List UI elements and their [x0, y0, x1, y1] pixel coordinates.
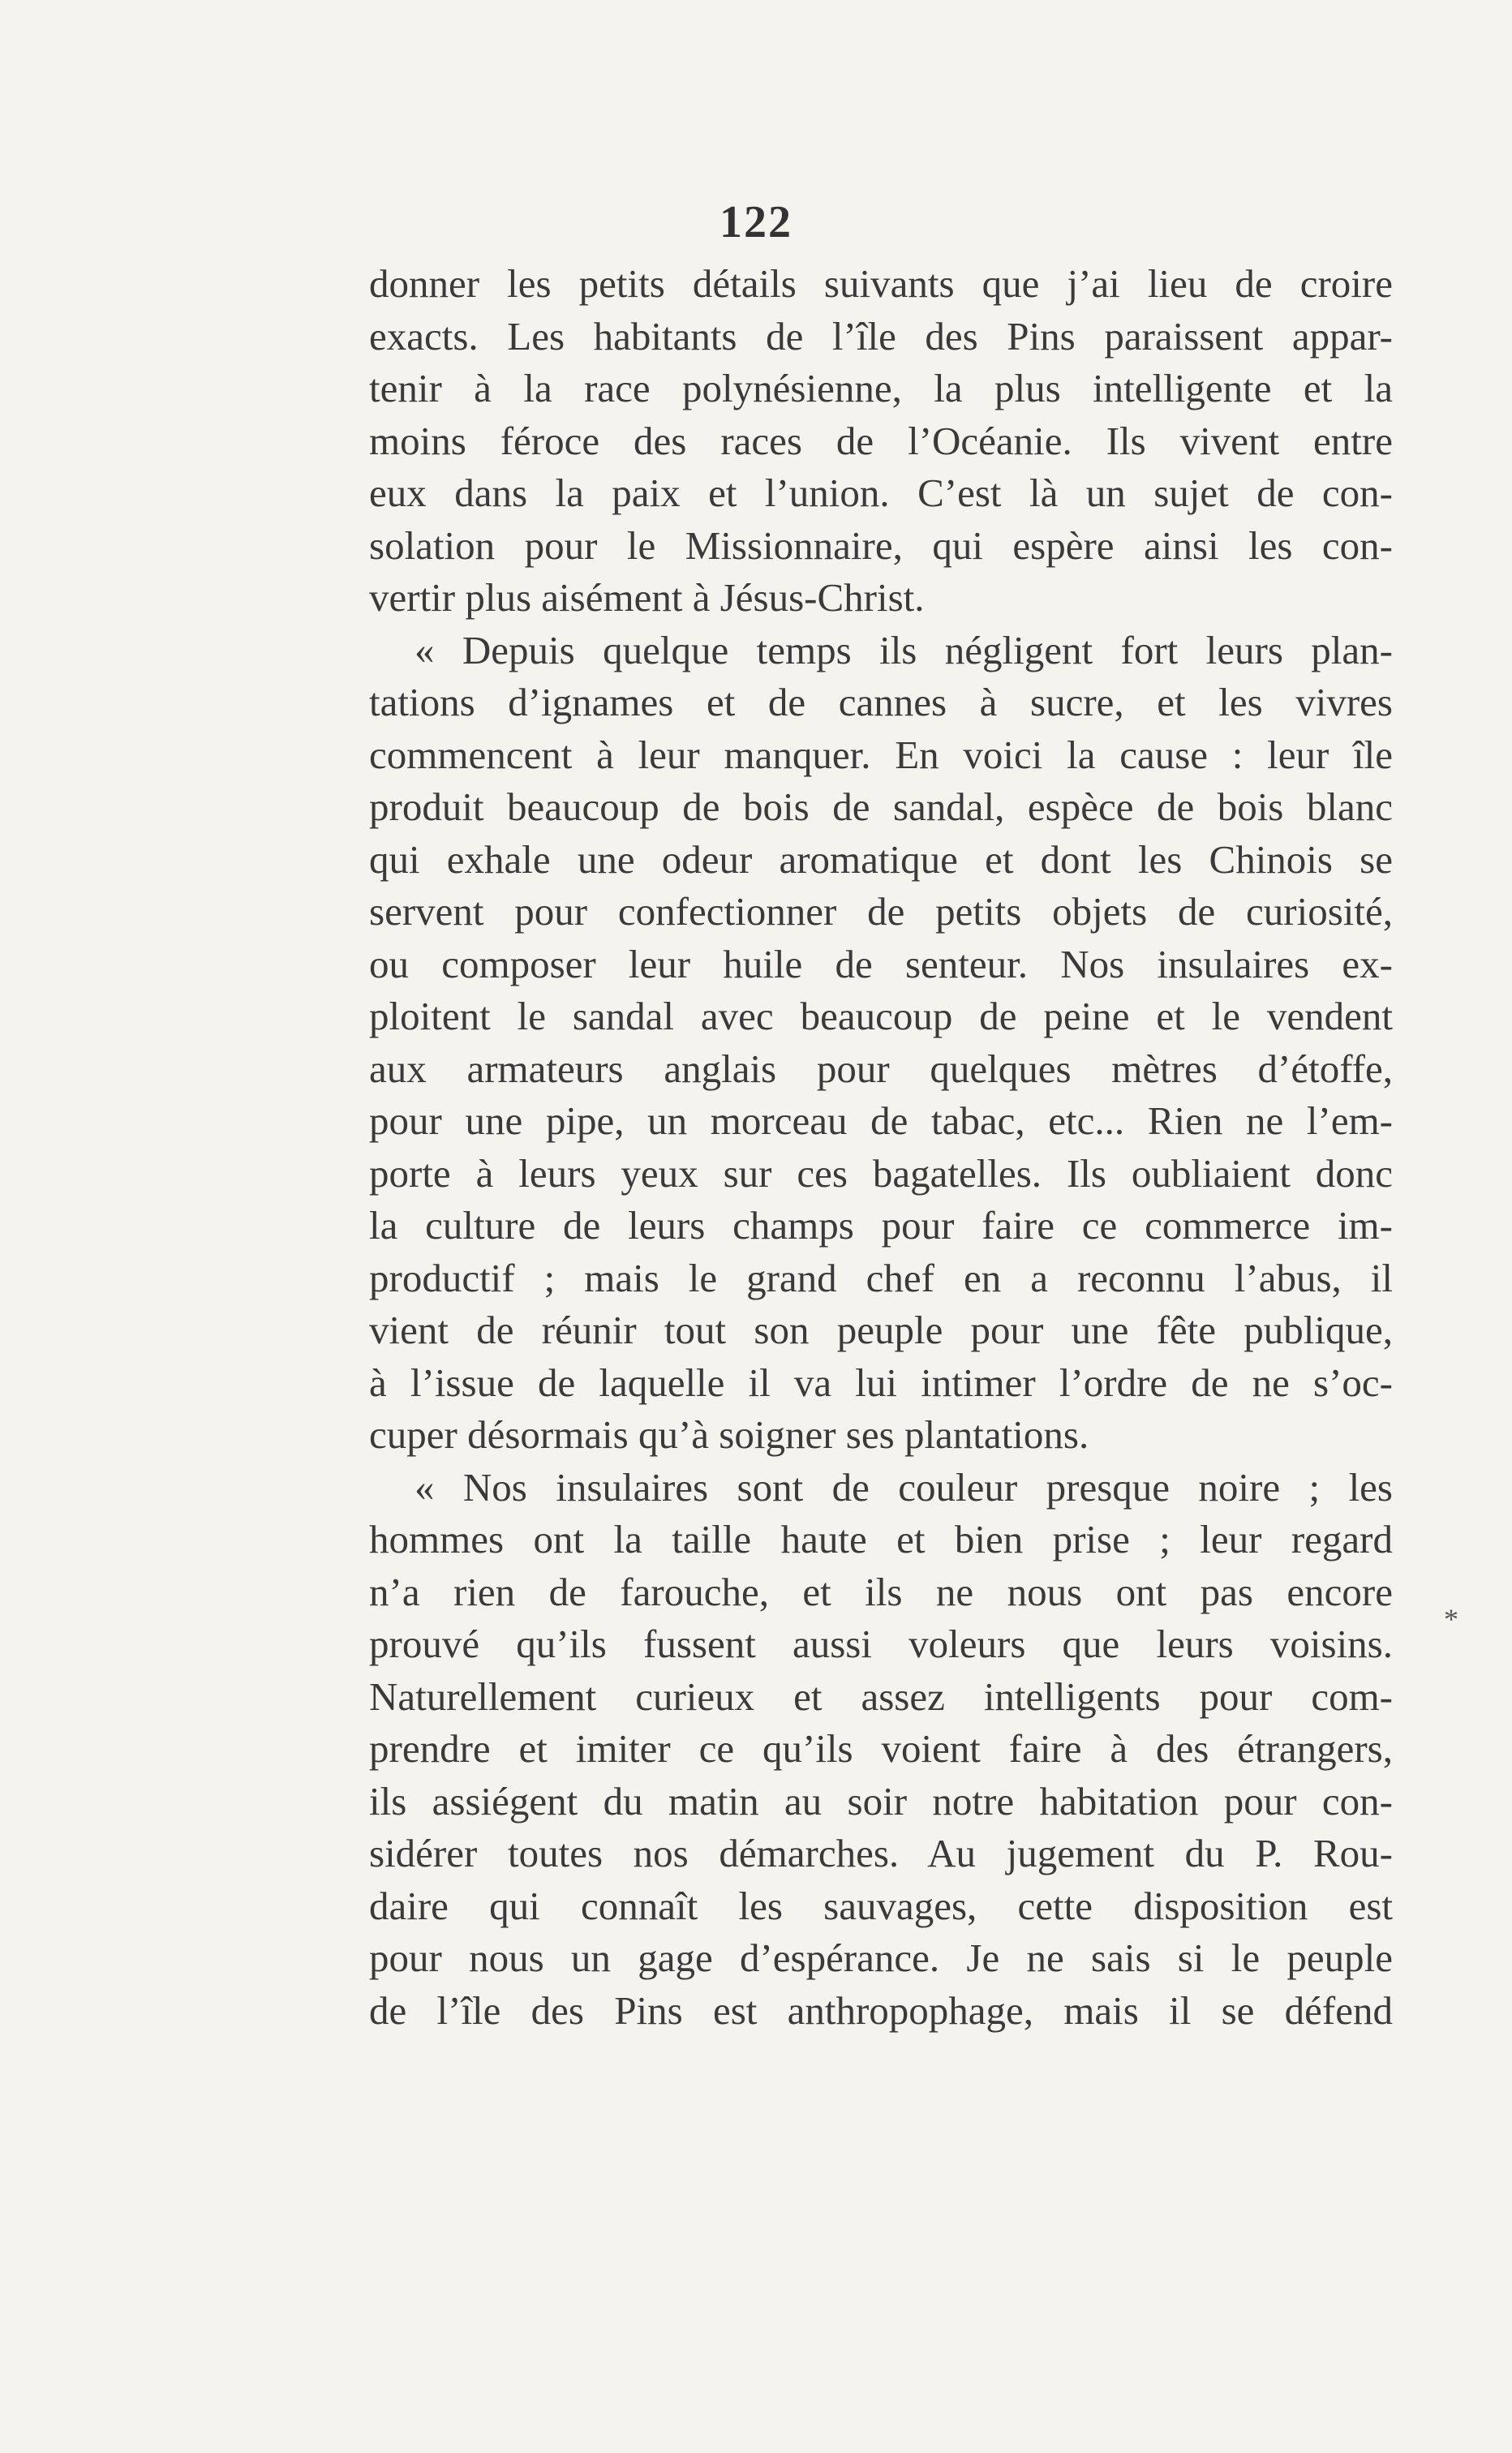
text-line: cuper désormais qu’à soigner ses plantations.	[369, 1412, 1089, 1457]
margin-mark: *	[1444, 1603, 1458, 1635]
page-number: 122	[719, 197, 793, 247]
text-line: solation pour le Missionnaire, qui espère ainsi les con-	[369, 522, 1393, 568]
text-line: n’a rien de farouche, et ils ne nous ont pas encore	[369, 1569, 1393, 1614]
text-line: moins féroce des races de l’Océanie. Ils vivent entre	[369, 418, 1393, 463]
text-line: prouvé qu’ils fussent aussi voleurs que leurs voisins.	[369, 1622, 1393, 1666]
text-line: hommes ont la taille haute et bien prise ; leur regard	[369, 1517, 1393, 1562]
text-line: ploitent le sandal avec beaucoup de peine et le vendent	[369, 994, 1393, 1038]
text-line: la culture de leurs champs pour faire ce commerce im-	[369, 1203, 1393, 1248]
text-line: ou composer leur huile de senteur. Nos insulaires ex-	[369, 941, 1393, 986]
text-line: pour une pipe, un morceau de tabac, etc... Rien ne l’em-	[369, 1098, 1393, 1143]
text-line: exacts. Les habitants de l’île des Pins paraissent appar-	[369, 313, 1393, 359]
text-line: Naturellement curieux et assez intelligents pour com-	[369, 1673, 1393, 1719]
text-line: qui exhale une odeur aromatique et dont les Chinois se	[369, 836, 1393, 882]
text-line: tenir à la race polynésienne, la plus intelligente et la	[369, 366, 1393, 410]
text-line: vertir plus aisément à Jésus-Christ.	[369, 575, 925, 620]
text-line: sidérer toutes nos démarches. Au jugement du P. Rou-	[369, 1831, 1393, 1875]
text-line: productif ; mais le grand chef en a reconnu l’abus, il	[369, 1255, 1393, 1300]
text-line: ils assiégent du matin au soir notre habitation pour con-	[369, 1778, 1393, 1824]
text-line: commencent à leur manquer. En voici la cause : leur île	[369, 732, 1393, 777]
text-line: servent pour confectionner de petits objets de curiosité,	[369, 889, 1393, 934]
text-line: « Nos insulaires sont de couleur presque noire ; les	[415, 1464, 1393, 1510]
text-line: prendre et imiter ce qu’ils voient faire à des étrangers,	[369, 1726, 1393, 1771]
text-line: porte à leurs yeux sur ces bagatelles. Ils oubliaient donc	[369, 1150, 1393, 1196]
text-line: pour nous un gage d’espérance. Je ne sais si le peuple	[369, 1935, 1393, 1980]
text-line: donner les petits détails suivants que j’ai lieu de croire	[369, 261, 1393, 306]
text-line: daire qui connaît les sauvages, cette disposition est	[369, 1883, 1393, 1928]
text-line: produit beaucoup de bois de sandal, espèce de bois blanc	[369, 784, 1393, 829]
body-text	[369, 258, 1393, 2037]
text-line: « Depuis quelque temps ils négligent fort leurs plan-	[415, 627, 1393, 672]
text-line: eux dans la paix et l’union. C’est là un sujet de con-	[369, 470, 1393, 515]
text-line: à l’issue de laquelle il va lui intimer l’ordre de ne s’oc-	[369, 1360, 1393, 1405]
text-line: vient de réunir tout son peuple pour une fête publique,	[369, 1308, 1393, 1352]
text-line: de l’île des Pins est anthropophage, mais il se défend	[369, 1987, 1393, 2033]
text-line: aux armateurs anglais pour quelques mètres d’étoffe,	[369, 1046, 1393, 1091]
text-line: tations d’ignames et de cannes à sucre, et les vivres	[369, 680, 1393, 724]
